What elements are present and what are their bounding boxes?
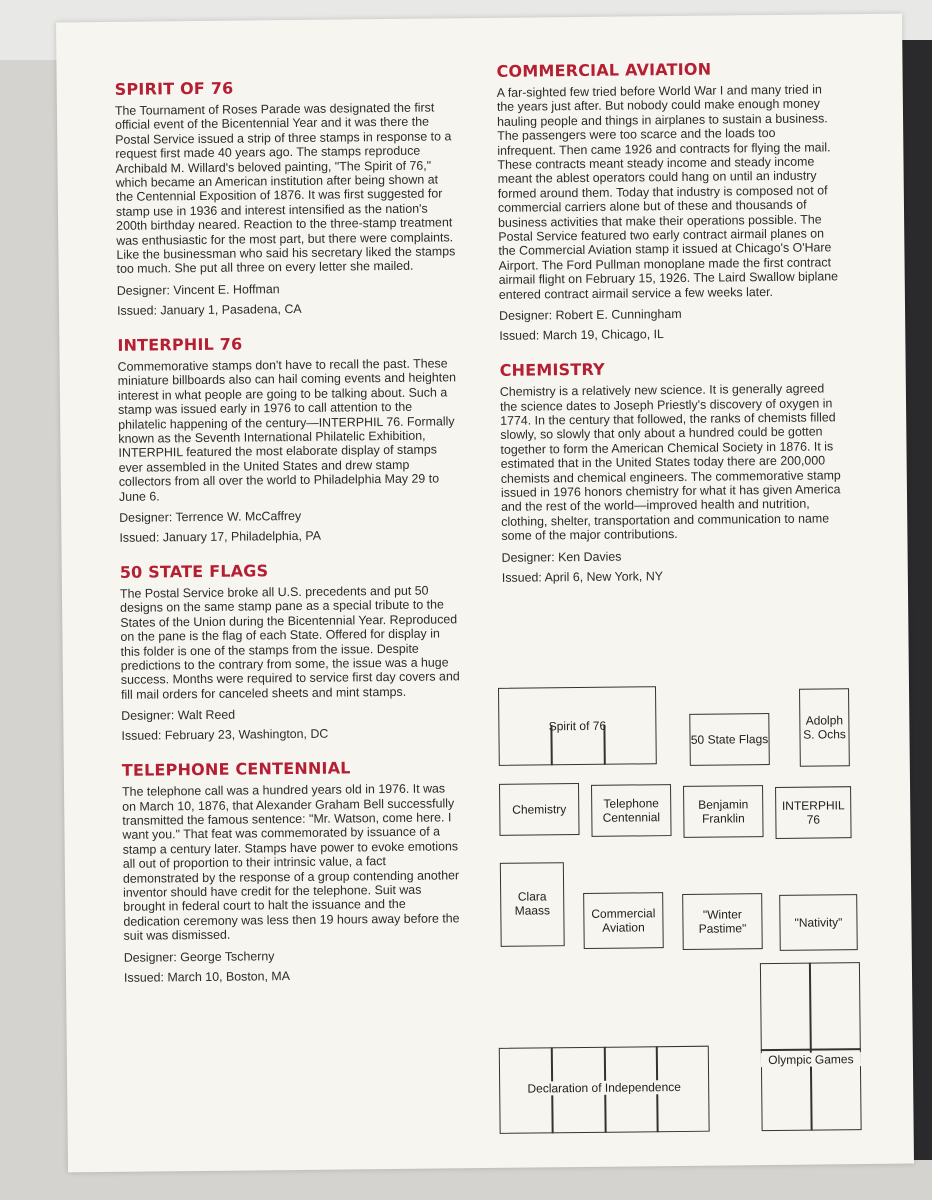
issued-line: Issued: January 17, Philadelphia, PA (119, 528, 322, 545)
section-body: The Postal Service broke all U.S. precedents and put 50 designs on the same stamp pane as a special tribute to the States of the Union during the Bicentennial Year. Reproduced on the pane is the flag of each State. Offered for display in this folder is one of the stamps from the issue. Despite predictions to the contrary from some, the issue was a huge success. Months were required to service first day covers and fill mail orders for canceled sheets and mint stamps. (119, 583, 460, 702)
section-spirit-of-76 (115, 76, 457, 317)
section-title: COMMERCIAL AVIATION (496, 59, 712, 81)
stamp-label-spirit-of-76: Spirit of 76 (548, 718, 607, 734)
designer-line: Designer: George Tscherny (123, 948, 275, 965)
section-telephone-centennial (122, 757, 464, 984)
stamp-label-text: Declaration of Independence (527, 1079, 681, 1096)
section-title: CHEMISTRY (499, 359, 605, 380)
stamp-box-benjamin-franklin: Benjamin Franklin (683, 785, 764, 838)
section-body: The telephone call was a hundred years old in 1976. It was on March 10, 1876, that Alexander Graham Bell successfully transmitted the famous sentence: "Mr. Watson, come here. I want you." That feat was commemorated by issuance of a stamp a century later. Stamps have power to evoke emotions all out of proportion to their intrinsic value, a fact demonstrated by the response of a group contending another inventor should have credit for the telephone. Suit was brought in federal court to halt the issuance and the dedication ceremony was less then 19 hours away before the suit was dismissed. (121, 781, 460, 944)
designer-line: Designer: Vincent E. Hoffman (116, 282, 280, 298)
section-title: 50 STATE FLAGS (119, 561, 269, 582)
section-commercial-aviation (496, 58, 839, 343)
section-title: SPIRIT OF 76 (114, 78, 234, 99)
section-50-state-flags (120, 559, 462, 743)
issued-line: Issued: March 19, Chicago, IL (499, 327, 664, 343)
section-title: INTERPHIL 76 (117, 334, 243, 355)
document-page (56, 14, 914, 1173)
section-interphil-76 (117, 332, 459, 545)
issued-line: Issued: February 23, Washington, DC (121, 726, 329, 744)
section-body: Commemorative stamps don't have to recall the past. These miniature billboards also can hail coming events and heighten interest in what people are going to be talking about. Such a stamp was issued early in 1976 to call attention to the philatelic happening of the century—INTERPHIL 76. Formally known as the Seventh International Philatelic Exhibition, INTERPHIL featured the most elaborate display of stamps ever assembled in the United States and drew stamp collectors from all over the world to Philadelphia May 29 to June 6. (117, 356, 457, 504)
section-title: TELEPHONE CENTENNIAL (121, 758, 351, 780)
stamp-box-commercial-aviation: Commercial Aviation (583, 892, 664, 949)
stamp-label-olympic-games: Olympic Games (761, 1052, 861, 1067)
stamp-box-chemistry: Chemistry (499, 783, 580, 836)
section-body: A far-sighted few tried before World War I and many tried in the years just after. But nobody could make enough money hauling people and things in airplanes to sustain a business. The passengers were too scarce and the loads too infrequent. Then came 1926 and contracts for flying the mail. These contracts meant steady income and steady income meant the ablest operators could hang on until an industry formed around them. Today that industry is composed not of commercial carriers alone but of these and thousands of business activities that make their operations possible. The Postal Service featured two early contract airmail planes on the Commercial Aviation stamp it issued at Chicago's O'Hare Airport. The Ford Pullman monoplane made the first contract airmail flight on February 15, 1926. The Laird Swallow biplane entered contract airmail service a few weeks later. (496, 82, 839, 302)
designer-line: Designer: Terrence W. McCaffrey (119, 508, 302, 525)
section-body: Chemistry is a relatively new science. It is generally agreed the science dates to Joseph Priestly's discovery of oxygen in 1774. In the century that followed, the ranks of chemists filled slowly, so slowly that only about a hundred could be gotten together to form the American Chemical Society in 1876. It is estimated that in the United States today there are 200,000 chemists and chemical engineers. The commemorative stamp issued in 1976 honors chemistry for what it has given America and the rest of the world—improved health and nutrition, clothing, shelter, transportation and communication to name some of the major contributions. (499, 381, 841, 543)
stamp-box-telephone-centennial: Telephone Centennial (591, 784, 672, 837)
section-body: The Tournament of Roses Parade was designated the first official event of the Bicentennial Year and it was there the Postal Service issued a strip of three stamps in response to a request first made 40 years ago. The stamps reproduce Archibald M. Willard's beloved painting, "The Spirit of 76," which became an American institution after being shown at the Centennial Exposition of 1876. It was first suggested for stamp use in 1936 and interest intensified as the nation's 200th birthday neared. Reaction to the three-stamp treatment was enthusiastic for the most part, but there were complaints. Like the businessman who said his secretary liked the stamps too much. She put all three on every letter she mailed. (114, 100, 456, 277)
left-column (115, 76, 465, 1002)
designer-line: Designer: Walt Reed (121, 707, 236, 724)
designer-line: Designer: Robert E. Cunningham (499, 307, 682, 323)
issued-line: Issued: January 1, Pasadena, CA (116, 301, 302, 318)
stamp-box-nativity: "Nativity" (779, 894, 858, 951)
section-chemistry (500, 357, 842, 584)
issued-line: Issued: March 10, Boston, MA (123, 968, 291, 985)
stamp-box-adolph-ochs: Adolph S. Ochs (799, 688, 850, 767)
stamp-layout-diagram (493, 664, 878, 1128)
right-column (496, 58, 842, 602)
issued-line: Issued: April 6, New York, NY (501, 568, 664, 585)
stamp-label-declaration-of-independence (499, 1080, 709, 1096)
designer-line: Designer: Ken Davies (501, 549, 622, 565)
stamp-box-interphil-76: INTERPHIL 76 (775, 786, 852, 839)
stamp-box-clara-maass: Clara Maass (500, 862, 565, 947)
stamp-box-winter-pastime: "Winter Pastime" (682, 893, 763, 950)
stamp-box-50-state-flags: 50 State Flags (689, 713, 770, 766)
